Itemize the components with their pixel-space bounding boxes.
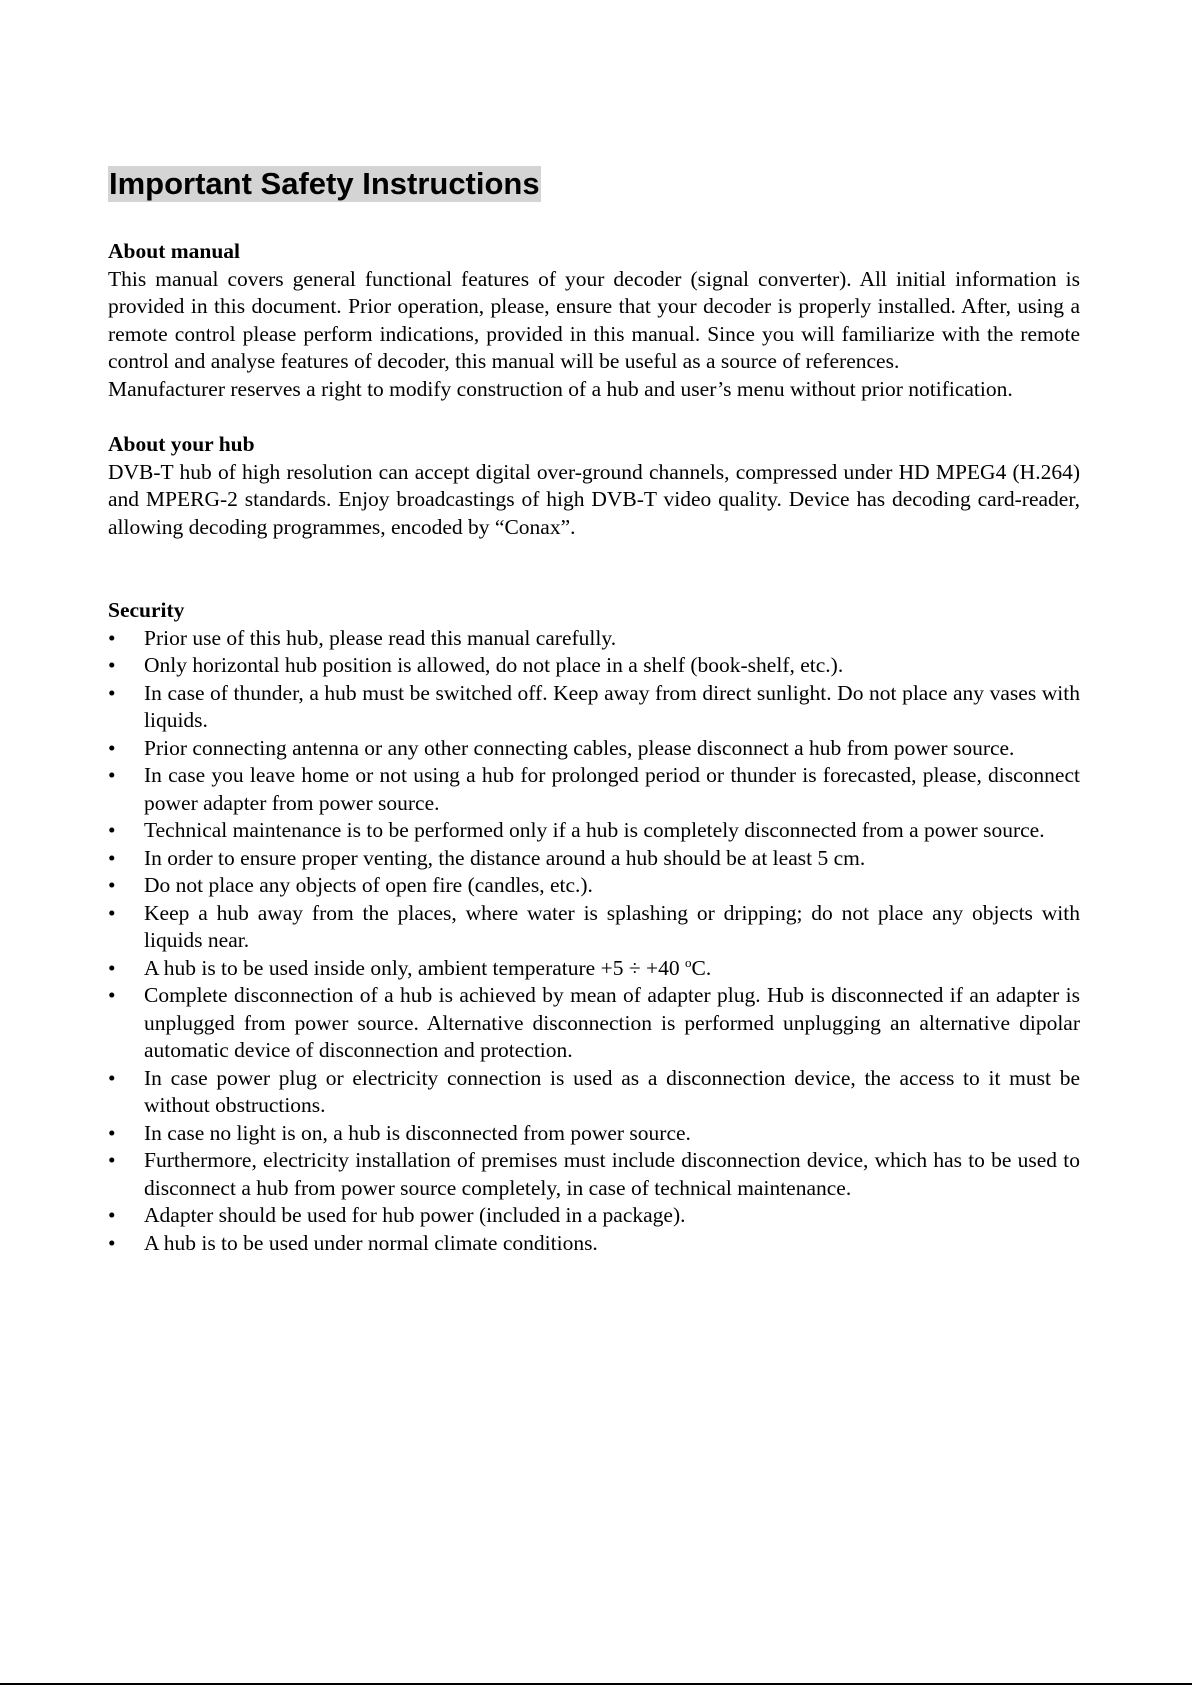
section-heading-security: Security xyxy=(108,598,185,622)
list-item-text: In case of thunder, a hub must be switched off. Keep away from direct sunlight. Do not place any vases with liquids. xyxy=(144,680,1080,732)
list-item-text: In order to ensure proper venting, the distance around a hub should be at least 5 cm. xyxy=(144,845,866,870)
bullet-icon: • xyxy=(108,955,116,980)
page-title: Important Safety Instructions xyxy=(109,166,540,201)
paragraph: This manual covers general functional features of your decoder (signal converter). All initial information is provided in this document. Prior operation, please, ensure that your decoder is properly installed. After, using a remote control please perform indications, provided in this manual. Since you will familiarize with the remote control and analyse features of decoder, this manual will be useful as a source of references. xyxy=(108,266,1080,373)
bullet-icon: • xyxy=(108,1203,116,1227)
section-heading-about-hub: About your hub xyxy=(108,432,255,456)
list-item xyxy=(108,1147,1080,1202)
bullet-icon: • xyxy=(108,1148,116,1172)
about-manual-section xyxy=(108,238,1080,403)
bullet-icon: • xyxy=(108,845,116,870)
list-item-text: Furthermore, electricity installation of premises must include disconnection device, which has to be used to disconnect a hub from power source completely, in case of technical maintenance. xyxy=(144,1148,1080,1200)
list-item xyxy=(108,735,1080,763)
list-item xyxy=(108,845,1080,873)
list-item-text: In case power plug or electricity connection is used as a disconnection device, the access to it must be without obstructions. xyxy=(144,1065,1080,1117)
list-item xyxy=(108,872,1080,900)
list-item xyxy=(108,900,1080,955)
list-item xyxy=(108,1202,1080,1230)
bullet-icon: • xyxy=(108,1230,116,1255)
paragraph: DVB-T hub of high resolution can accept digital over-ground channels, compressed under HD MPEG4 (H.264) and MPERG-2 standards. Enjoy broadcastings of high DVB-T video quality. Device has decoding card-reader, allowing decoding programmes, encoded by “Conax”. xyxy=(108,459,1080,539)
list-item xyxy=(108,680,1080,735)
list-item xyxy=(108,817,1080,845)
list-item-text: A hub is to be used under normal climate conditions. xyxy=(144,1230,598,1255)
list-item xyxy=(108,1120,1080,1148)
list-item xyxy=(108,625,1080,653)
list-item-text: Keep a hub away from the places, where water is splashing or dripping; do not place any objects with liquids near. xyxy=(144,900,1080,952)
section-heading-about-manual: About manual xyxy=(108,239,241,263)
security-list xyxy=(108,625,1080,1258)
list-item-text: Only horizontal hub position is allowed, do not place in a shelf (book-shelf, etc.). xyxy=(144,653,844,677)
list-item xyxy=(108,762,1080,817)
paragraph: Manufacturer reserves a right to modify construction of a hub and user’s menu without prior notification. xyxy=(108,376,1013,401)
bullet-icon: • xyxy=(108,1120,116,1145)
list-item-text: Technical maintenance is to be performed only if a hub is completely disconnected from a power source. xyxy=(144,818,1045,842)
list-item-text: Prior connecting antenna or any other connecting cables, please disconnect a hub from power source. xyxy=(144,735,1015,760)
list-item-text: Do not place any objects of open fire (candles, etc.). xyxy=(144,873,593,897)
list-item-text: Complete disconnection of a hub is achieved by mean of adapter plug. Hub is disconnected if an adapter is unplugged from power source. Alternative disconnection is performed unplugging an alternative dipolar automatic device of disconnection and protection. xyxy=(144,983,1080,1062)
list-item xyxy=(108,982,1080,1065)
bullet-icon: • xyxy=(108,983,116,1007)
bullet-icon: • xyxy=(108,735,116,760)
about-hub-section xyxy=(108,431,1080,541)
temperature-text: A hub is to be used inside only, ambient temperature +5 ÷ +40 xyxy=(144,955,686,980)
security-section xyxy=(108,597,1080,1257)
bullet-icon: • xyxy=(108,653,116,677)
bullet-icon: • xyxy=(108,680,116,705)
list-item xyxy=(108,1065,1080,1120)
document-page xyxy=(108,166,1080,1257)
list-item xyxy=(108,1230,1080,1258)
bullet-icon: • xyxy=(108,763,116,787)
temperature-unit: C. xyxy=(691,955,712,980)
list-item-text: Prior use of this hub, please read this manual carefully. xyxy=(144,625,617,650)
bullet-icon: • xyxy=(108,900,116,925)
list-item-text: In case you leave home or not using a hub for prolonged period or thunder is forecasted, please, disconnect power adapter from power source. xyxy=(144,763,1080,815)
bullet-icon: • xyxy=(108,873,116,897)
list-item xyxy=(108,652,1080,680)
list-item-text: In case no light is on, a hub is disconnected from power source. xyxy=(144,1120,691,1145)
list-item-temperature xyxy=(108,955,1080,983)
list-item-text: Adapter should be used for hub power (included in a package). xyxy=(144,1203,686,1227)
bullet-icon: • xyxy=(108,818,116,842)
degree-superscript: o xyxy=(685,954,692,970)
bullet-icon: • xyxy=(108,625,116,650)
bullet-icon: • xyxy=(108,1065,116,1090)
